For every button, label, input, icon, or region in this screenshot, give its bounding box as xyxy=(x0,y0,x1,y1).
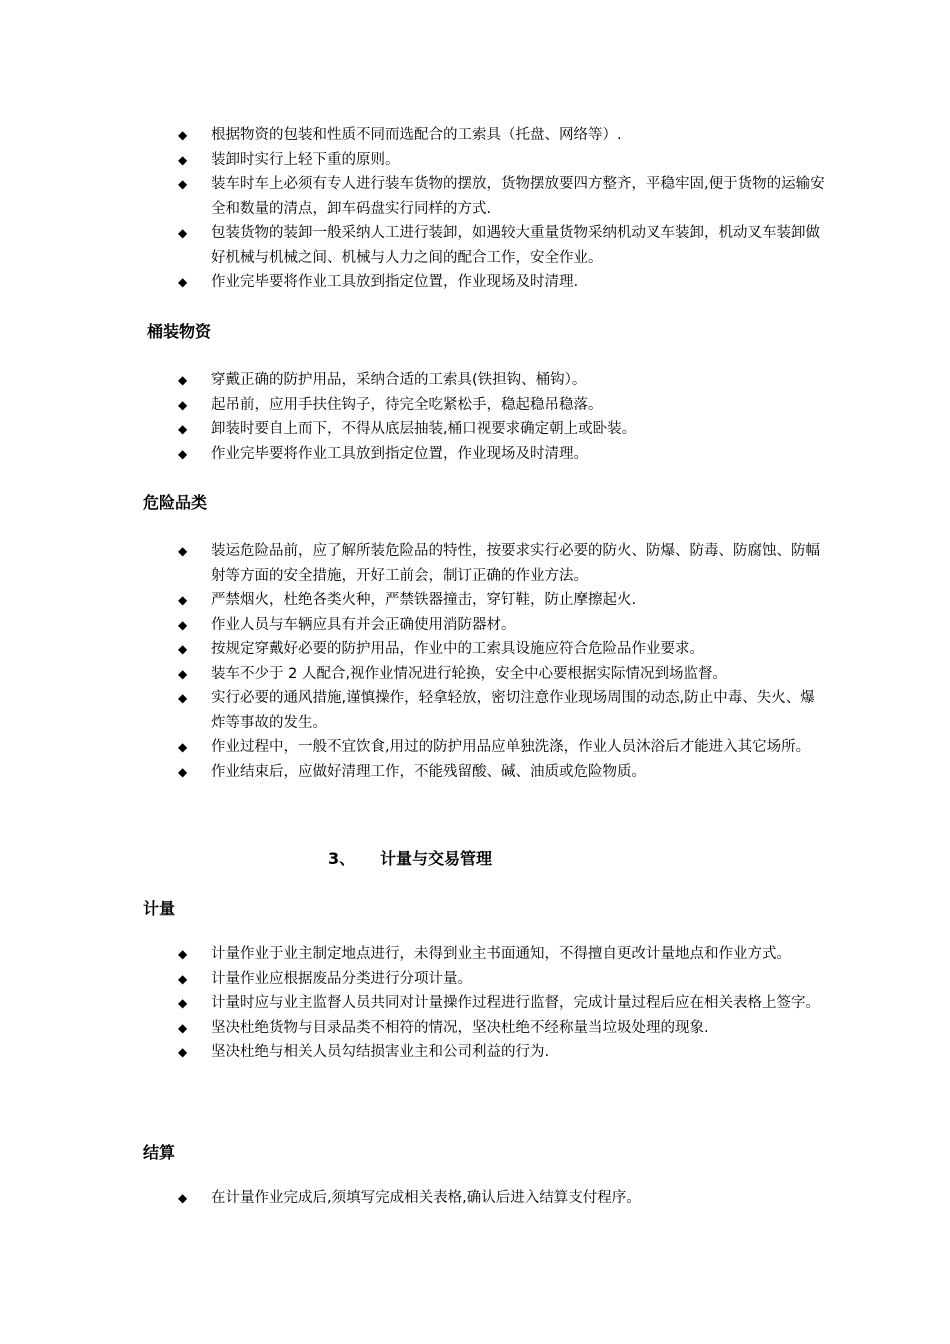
diamond-bullet-icon: ◆ xyxy=(178,397,188,412)
diamond-bullet-icon: ◆ xyxy=(178,691,188,705)
heading-measurement: 计量 xyxy=(143,899,176,918)
diamond-bullet-icon: ◆ xyxy=(178,666,188,681)
list-item: ◆ 计量作业应根据废品分类进行分项计量。 xyxy=(178,967,828,992)
diamond-bullet-icon: ◆ xyxy=(178,593,188,607)
diamond-bullet-icon: ◆ xyxy=(178,1020,188,1035)
list-item: ◆ 严禁烟火，杜绝各类火种，严禁铁器撞击，穿钉鞋，防止摩擦起火. xyxy=(178,588,828,613)
diamond-bullet-icon: ◆ xyxy=(178,152,188,167)
list-item: ◆ 作业人员与车辆应具有并会正确使用消防器材。 xyxy=(178,613,828,638)
list-item: ◆ 坚决杜绝与相关人员勾结损害业主和公司利益的行为. xyxy=(178,1040,828,1065)
diamond-bullet-icon: ◆ xyxy=(178,544,188,558)
list-item: ◆ 按规定穿戴好必要的防护用品，作业中的工索具设施应符合危险品作业要求。 xyxy=(178,637,828,662)
list-item: ◆ 装卸时实行上轻下重的原则。 xyxy=(178,148,828,173)
heading-settlement: 结算 xyxy=(143,1143,176,1162)
list-item: ◆ 在计量作业完成后,须填写完成相关表格,确认后进入结算支付程序。 xyxy=(178,1186,828,1211)
diamond-bullet-icon: ◆ xyxy=(178,1045,188,1059)
barrel-rules-list xyxy=(178,368,828,466)
diamond-bullet-icon: ◆ xyxy=(178,764,188,779)
list-item: ◆ 装车时车上必须有专人进行装车货物的摆放，货物摆放要四方整齐，平稳牢固,便于货物的运输安全和数量的清点，卸车码盘实行同样的方式. xyxy=(178,172,828,221)
hazard-rules-list xyxy=(178,539,828,784)
list-item: ◆ 坚决杜绝货物与目录品类不相符的情况，坚决杜绝不经称量当垃圾处理的现象. xyxy=(178,1016,828,1041)
diamond-bullet-icon: ◆ xyxy=(178,996,188,1010)
diamond-bullet-icon: ◆ xyxy=(178,446,188,461)
diamond-bullet-icon: ◆ xyxy=(178,642,188,656)
diamond-bullet-icon: ◆ xyxy=(178,275,188,289)
heading-barrel-materials: 桶装物资 xyxy=(147,322,212,341)
diamond-bullet-icon: ◆ xyxy=(178,971,188,986)
section-title-text: 计量与交易管理 xyxy=(380,849,493,868)
list-item: ◆ 装车不少于 2 人配合,视作业情况进行轮换，安全中心要根据实际情况到场监督。 xyxy=(178,662,828,687)
list-item: ◆ 作业完毕要将作业工具放到指定位置，作业现场及时清理. xyxy=(178,270,828,295)
list-item: ◆ 卸装时要自上而下，不得从底层抽装,桶口视要求确定朝上或卧装。 xyxy=(178,417,828,442)
diamond-bullet-icon: ◆ xyxy=(178,177,188,191)
list-item: ◆ 作业结束后，应做好清理工作，不能残留酸、碱、油质或危险物质。 xyxy=(178,760,828,785)
list-item: ◆ 作业过程中，一般不宜饮食,用过的防护用品应单独洗涤，作业人员沐浴后才能进入其它场所。 xyxy=(178,735,828,760)
diamond-bullet-icon: ◆ xyxy=(178,740,188,754)
diamond-bullet-icon: ◆ xyxy=(178,128,188,142)
diamond-bullet-icon: ◆ xyxy=(178,373,188,387)
diamond-bullet-icon: ◆ xyxy=(178,226,188,240)
list-item: ◆ 装运危险品前，应了解所装危险品的特性，按要求实行必要的防火、防爆、防毒、防腐蚀、防幅射等方面的安全措施，开好工前会，制订正确的作业方法。 xyxy=(178,539,828,588)
list-item: ◆ 包装货物的装卸一般采纳人工进行装卸，如遇较大重量货物采纳机动叉车装卸，机动叉车装卸做好机械与机械之间、机械与人力之间的配合工作，安全作业。 xyxy=(178,221,828,270)
measurement-rules-list xyxy=(178,942,828,1065)
section-title xyxy=(328,847,492,871)
diamond-bullet-icon: ◆ xyxy=(178,422,188,436)
list-item: ◆ 计量时应与业主监督人员共同对计量操作过程进行监督，完成计量过程后应在相关表格上签字。 xyxy=(178,991,828,1016)
list-item: ◆ 作业完毕要将作业工具放到指定位置，作业现场及时清理。 xyxy=(178,442,828,467)
list-item: ◆ 根据物资的包装和性质不同而选配合的工索具（托盘、网络等）. xyxy=(178,123,828,148)
list-item: ◆ 起吊前，应用手扶住钩子，待完全吃紧松手，稳起稳吊稳落。 xyxy=(178,393,828,418)
settlement-rules-list xyxy=(178,1186,828,1211)
diamond-bullet-icon: ◆ xyxy=(178,1191,188,1205)
section-number: 3、 xyxy=(328,849,356,868)
diamond-bullet-icon: ◆ xyxy=(178,617,188,632)
list-item: ◆ 计量作业于业主制定地点进行，未得到业主书面通知，不得擅自更改计量地点和作业方式。 xyxy=(178,942,828,967)
list-item: ◆ 实行必要的通风措施,谨慎操作，轻拿轻放，密切注意作业现场周围的动态,防止中毒、失火、爆炸等事故的发生。 xyxy=(178,686,828,735)
diamond-bullet-icon: ◆ xyxy=(178,947,188,961)
list-item: ◆ 穿戴正确的防护用品，采纳合适的工索具(铁担钩、桶钩）。 xyxy=(178,368,828,393)
loading-rules-list xyxy=(178,123,828,295)
heading-hazardous-goods: 危险品类 xyxy=(143,493,208,512)
